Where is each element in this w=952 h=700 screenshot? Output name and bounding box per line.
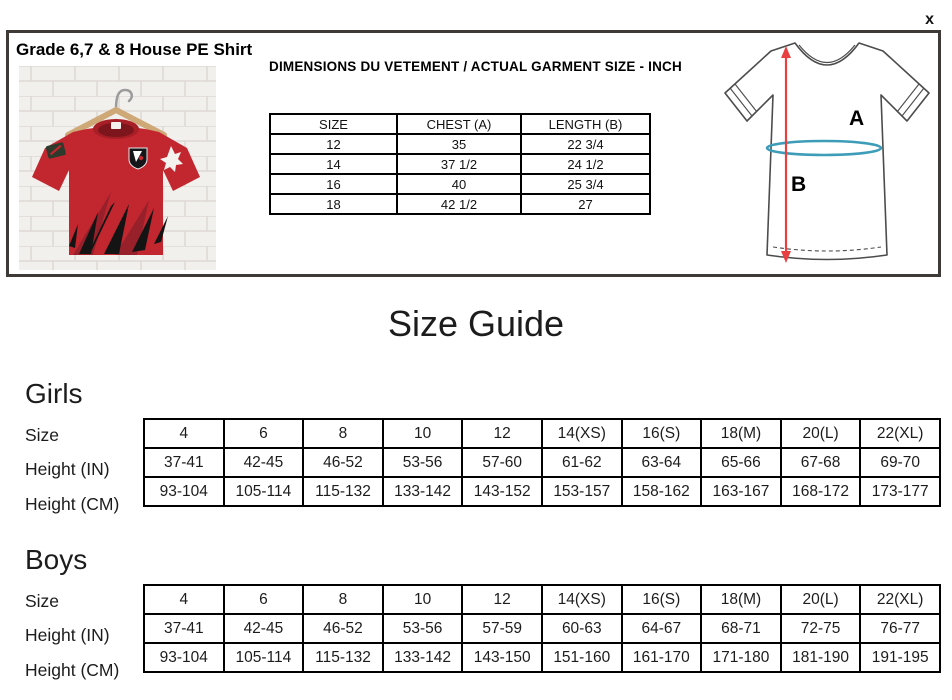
table-cell: 10 [383,419,463,448]
garment-column-header: SIZE [270,114,397,134]
table-cell: 20(L) [781,585,861,614]
tee-outline [725,43,929,260]
table-cell: 18(M) [701,419,781,448]
table-row [270,194,650,214]
garment-column-header: CHEST (A) [397,114,521,134]
chest-crest [129,148,147,169]
table-row [144,585,940,614]
boys-heading: Boys [25,544,88,575]
row-label: Height (CM) [25,493,120,514]
table-cell: 27 [521,194,650,214]
table-cell: 72-75 [781,614,861,643]
product-title: Grade 6,7 & 8 House PE Shirt [16,40,253,59]
table-cell: 46-52 [303,448,383,477]
table-cell: 37-41 [144,448,224,477]
table-cell: 10 [383,585,463,614]
table-cell: 25 3/4 [521,174,650,194]
chest-measure-label: A [849,107,865,130]
table-cell: 16(S) [622,585,702,614]
table-cell: 46-52 [303,614,383,643]
table-cell: 42-45 [224,614,304,643]
girls-size-table [143,418,941,507]
table-cell: 105-114 [224,477,304,506]
table-cell: 173-177 [860,477,940,506]
table-cell: 42 1/2 [397,194,521,214]
table-cell: 133-142 [383,477,463,506]
table-cell: 61-62 [542,448,622,477]
measurement-diagram [715,33,943,274]
table-cell: 53-56 [383,448,463,477]
dimensions-heading: DIMENSIONS DU VETEMENT / ACTUAL GARMENT SIZE - INCH [269,59,682,74]
table-cell: 14(XS) [542,585,622,614]
table-cell: 105-114 [224,643,304,672]
table-cell: 12 [462,585,542,614]
product-dimensions-panel [6,30,941,277]
table-cell: 37 1/2 [397,154,521,174]
table-cell: 57-59 [462,614,542,643]
product-photo [19,66,216,270]
girls-heading: Girls [25,378,83,409]
table-cell: 67-68 [781,448,861,477]
table-cell: 22 3/4 [521,134,650,154]
table-cell: 171-180 [701,643,781,672]
table-cell: 133-142 [383,643,463,672]
table-cell: 18 [270,194,397,214]
table-cell: 151-160 [542,643,622,672]
table-cell: 16(S) [622,419,702,448]
length-measure-label: B [791,173,807,196]
table-cell: 20(L) [781,419,861,448]
table-cell: 69-70 [860,448,940,477]
table-cell: 8 [303,419,383,448]
table-row [144,614,940,643]
table-cell: 64-67 [622,614,702,643]
table-cell: 57-60 [462,448,542,477]
table-row [144,448,940,477]
table-cell: 181-190 [781,643,861,672]
row-label: Height (IN) [25,459,110,480]
shirt-photo-illustration [19,66,216,270]
table-cell: 68-71 [701,614,781,643]
table-row [144,477,940,506]
size-guide-title: Size Guide [387,303,565,344]
table-row [270,154,650,174]
boys-row-labels [25,584,143,687]
garment-table-header-row [270,114,650,134]
table-cell: 14(XS) [542,419,622,448]
table-cell: 24 1/2 [521,154,650,174]
table-cell: 60-63 [542,614,622,643]
table-cell: 6 [224,419,304,448]
table-cell: 63-64 [622,448,702,477]
garment-size-table [269,113,651,215]
row-label: Height (CM) [25,659,120,680]
table-cell: 12 [270,134,397,154]
table-cell: 158-162 [622,477,702,506]
table-cell: 12 [462,419,542,448]
girls-row-labels [25,418,143,521]
table-cell: 191-195 [860,643,940,672]
table-cell: 16 [270,174,397,194]
table-cell: 143-150 [462,643,542,672]
table-cell: 153-157 [542,477,622,506]
table-cell: 93-104 [144,643,224,672]
table-cell: 18(M) [701,585,781,614]
table-cell: 76-77 [860,614,940,643]
table-cell: 14 [270,154,397,174]
table-cell: 42-45 [224,448,304,477]
boys-size-table [143,584,941,673]
row-label: Size [25,591,60,611]
table-cell: 161-170 [622,643,702,672]
table-cell: 168-172 [781,477,861,506]
table-row [270,134,650,154]
table-cell: 163-167 [701,477,781,506]
close-icon[interactable]: x [925,11,934,28]
table-row [144,643,940,672]
table-cell: 37-41 [144,614,224,643]
table-cell: 143-152 [462,477,542,506]
table-cell: 40 [397,174,521,194]
row-label: Height (IN) [25,625,110,646]
table-cell: 22(XL) [860,585,940,614]
table-cell: 6 [224,585,304,614]
row-label: Size [25,425,60,445]
collar-label [111,122,121,129]
table-cell: 4 [144,419,224,448]
table-row [144,419,940,448]
tee-diagram-drawing [715,33,943,274]
garment-column-header: LENGTH (B) [521,114,650,134]
table-cell: 22(XL) [860,419,940,448]
table-cell: 65-66 [701,448,781,477]
table-row [270,174,650,194]
table-cell: 115-132 [303,477,383,506]
table-cell: 53-56 [383,614,463,643]
table-cell: 93-104 [144,477,224,506]
table-cell: 115-132 [303,643,383,672]
table-cell: 8 [303,585,383,614]
table-cell: 4 [144,585,224,614]
table-cell: 35 [397,134,521,154]
